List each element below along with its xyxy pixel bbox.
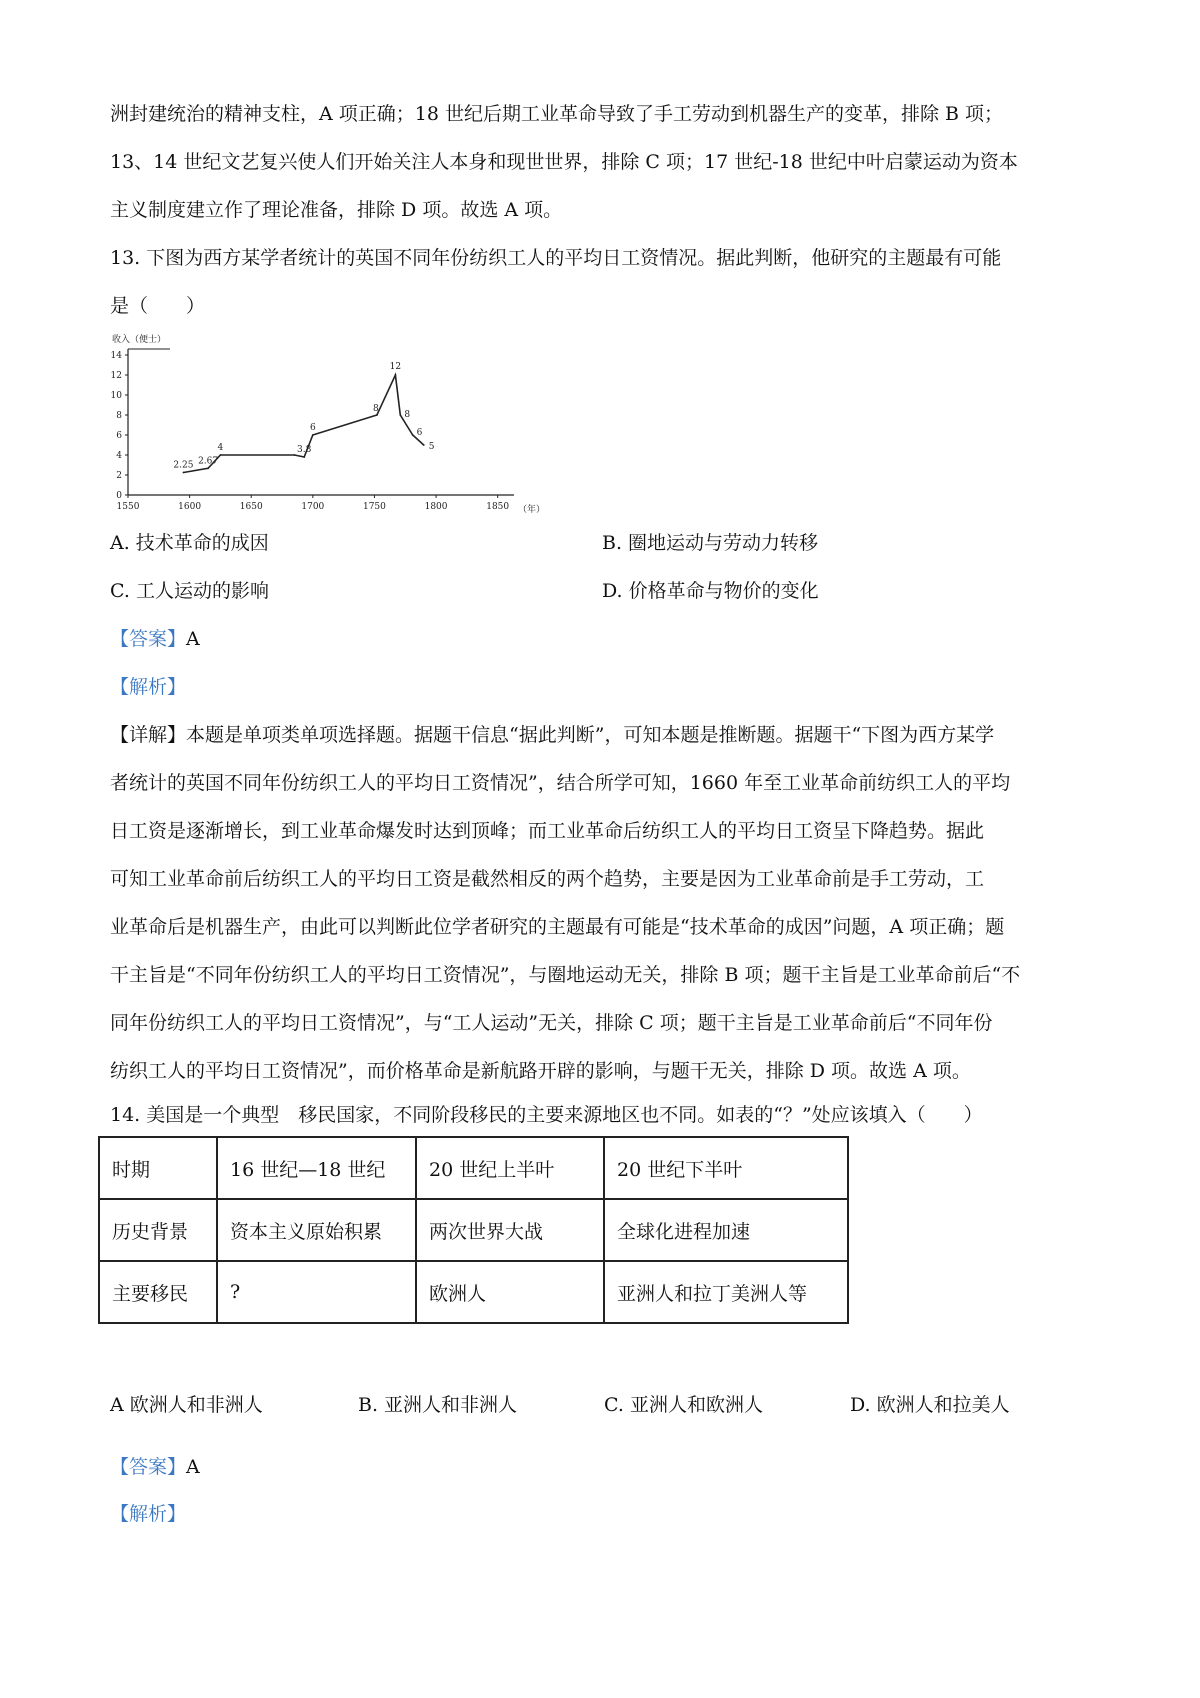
q13-option-d[interactable]: D. 价格革命与物价的变化 xyxy=(602,580,819,602)
answer-value: A xyxy=(186,628,200,650)
answer-value: A xyxy=(186,1456,200,1478)
table-row xyxy=(99,1199,848,1261)
answer-tag: 【答案】 xyxy=(110,628,187,650)
x-tick-label: 1550 xyxy=(116,502,140,512)
q13-detail-line: 同年份纺织工人的平均日工资情况”，与“工人运动”无关，排除 C 项；题干主旨是工业革命前后“不同年份 xyxy=(110,1012,993,1034)
q13-detail-line: 者统计的英国不同年份纺织工人的平均日工资情况”，结合所学可知，1660 年至工业革命前纺织工人的平均 xyxy=(110,772,1011,794)
data-point xyxy=(207,467,209,469)
wage-series-line xyxy=(184,375,424,473)
data-point xyxy=(293,454,295,456)
data-label: 4 xyxy=(217,443,224,453)
table-cell: 20 世纪上半叶 xyxy=(416,1137,604,1199)
table-row xyxy=(99,1137,848,1199)
y-tick-label: 14 xyxy=(110,351,122,361)
detail-tag: 【详解】 xyxy=(110,724,187,746)
data-point xyxy=(423,444,425,446)
data-point xyxy=(303,456,305,458)
table-cell: 历史背景 xyxy=(99,1199,217,1261)
q13-detail-line: 纺织工人的平均日工资情况”，而价格革命是新航路开辟的影响，与题干无关，排除 D 项。故选 A 项。 xyxy=(110,1060,971,1082)
data-label: 2.67 xyxy=(198,456,219,467)
y-tick-label: 0 xyxy=(116,491,122,501)
y-tick-label: 8 xyxy=(116,411,122,421)
y-axis-label: 收入（便士） xyxy=(112,335,167,345)
table-cell: 资本主义原始积累 xyxy=(217,1199,416,1261)
data-label: 6 xyxy=(309,423,316,433)
wage-line-chart xyxy=(110,330,550,515)
q13-detail-line: 业革命后是机器生产，由此可以判断此位学者研究的主题最有可能是“技术革命的成因”问题，A 项正确；题 xyxy=(110,916,1005,938)
q13-option-c[interactable]: C. 工人运动的影响 xyxy=(110,580,269,602)
q13-analysis-tag: 【解析】 xyxy=(110,676,187,698)
q14-option-a[interactable]: A 欧洲人和非洲人 xyxy=(110,1394,263,1416)
x-tick-label: 1700 xyxy=(301,502,325,512)
table-cell: 20 世纪下半叶 xyxy=(604,1137,848,1199)
y-tick-label: 12 xyxy=(110,371,122,381)
y-tick-label: 2 xyxy=(116,471,122,481)
table-row xyxy=(99,1261,848,1323)
prev-explanation-line: 洲封建统治的精神支柱，A 项正确；18 世纪后期工业革命导致了手工劳动到机器生产的变革，排除 B 项； xyxy=(110,103,1004,125)
q13-detail-line: 干主旨是“不同年份纺织工人的平均日工资情况”，与圈地运动无关，排除 B 项；题干主旨是工业革命前后“不 xyxy=(110,964,1021,986)
q13-option-b[interactable]: B. 圈地运动与劳动力转移 xyxy=(602,532,819,554)
data-point xyxy=(376,414,378,416)
migration-table xyxy=(98,1136,849,1324)
prev-explanation-line: 主义制度建立作了理论准备，排除 D 项。故选 A 项。 xyxy=(110,199,563,221)
y-tick-label: 10 xyxy=(110,391,122,401)
data-label: 6 xyxy=(416,428,423,438)
q14-option-b[interactable]: B. 亚洲人和非洲人 xyxy=(358,1394,518,1416)
data-point xyxy=(183,472,185,474)
data-label: 2.25 xyxy=(173,460,194,471)
x-tick-label: 1750 xyxy=(362,502,386,512)
q13-detail-line xyxy=(110,722,994,748)
x-tick-label: 1800 xyxy=(424,502,448,512)
data-label: 3.8 xyxy=(297,445,312,455)
x-axis-label: （年） xyxy=(518,505,546,515)
q13-detail-line: 日工资是逐渐增长，到工业革命爆发时达到顶峰；而工业革命后纺织工人的平均日工资呈下降趋势。据此 xyxy=(110,820,985,842)
table-cell: 16 世纪—18 世纪 xyxy=(217,1137,416,1199)
chart-series xyxy=(183,374,425,473)
table-cell: 主要移民 xyxy=(99,1261,217,1323)
chart-axes xyxy=(128,349,514,495)
q13-answer xyxy=(110,626,200,652)
table-cell: 时期 xyxy=(99,1137,217,1199)
prev-explanation-line: 13、14 世纪文艺复兴使人们开始关注人本身和现世世界，排除 C 项；17 世纪-18 世纪中叶启蒙运动为资本 xyxy=(110,151,1018,173)
answer-tag: 【答案】 xyxy=(110,1456,187,1478)
q14-option-d[interactable]: D. 欧洲人和拉美人 xyxy=(850,1394,1010,1416)
q14-answer xyxy=(110,1454,200,1480)
q13-option-a[interactable]: A. 技术革命的成因 xyxy=(110,532,269,554)
q14-option-c[interactable]: C. 亚洲人和欧洲人 xyxy=(604,1394,763,1416)
q13-stem: 是（ ） xyxy=(110,295,206,317)
q14-analysis-tag: 【解析】 xyxy=(110,1503,187,1525)
q13-stem: 13. 下图为西方某学者统计的英国不同年份纺织工人的平均日工资情况。据此判断，他研究的主题最有可能 xyxy=(110,247,1002,269)
table-cell: 亚洲人和拉丁美洲人等 xyxy=(604,1261,848,1323)
y-tick-label: 6 xyxy=(116,431,122,441)
data-label: 8 xyxy=(404,410,411,420)
table-cell: 欧洲人 xyxy=(416,1261,604,1323)
data-point xyxy=(412,434,414,436)
data-point xyxy=(395,374,397,376)
detail-text: 本题是单项类单项选择题。据题干信息“据此判断”，可知本题是推断题。据题干“下图为西方某学 xyxy=(186,724,995,746)
x-tick-label: 1650 xyxy=(239,502,263,512)
data-point xyxy=(220,454,222,456)
table-cell: 两次世界大战 xyxy=(416,1199,604,1261)
data-label: 5 xyxy=(428,442,435,452)
data-label: 8 xyxy=(373,404,379,414)
x-tick-label: 1600 xyxy=(178,502,202,512)
y-tick-label: 4 xyxy=(116,451,122,461)
x-tick-label: 1850 xyxy=(486,502,510,512)
data-point xyxy=(312,434,314,436)
data-point xyxy=(399,414,401,416)
q13-detail-line: 可知工业革命前后纺织工人的平均日工资是截然相反的两个趋势，主要是因为工业革命前是手工劳动，工 xyxy=(110,868,985,890)
data-label: 12 xyxy=(389,362,402,372)
table-cell: 全球化进程加速 xyxy=(604,1199,848,1261)
q14-stem: 14. 美国是一个典型 移民国家，不同阶段移民的主要来源地区也不同。如表的“？”处应该填入（ ） xyxy=(110,1104,983,1126)
table-cell: ? xyxy=(217,1261,416,1323)
